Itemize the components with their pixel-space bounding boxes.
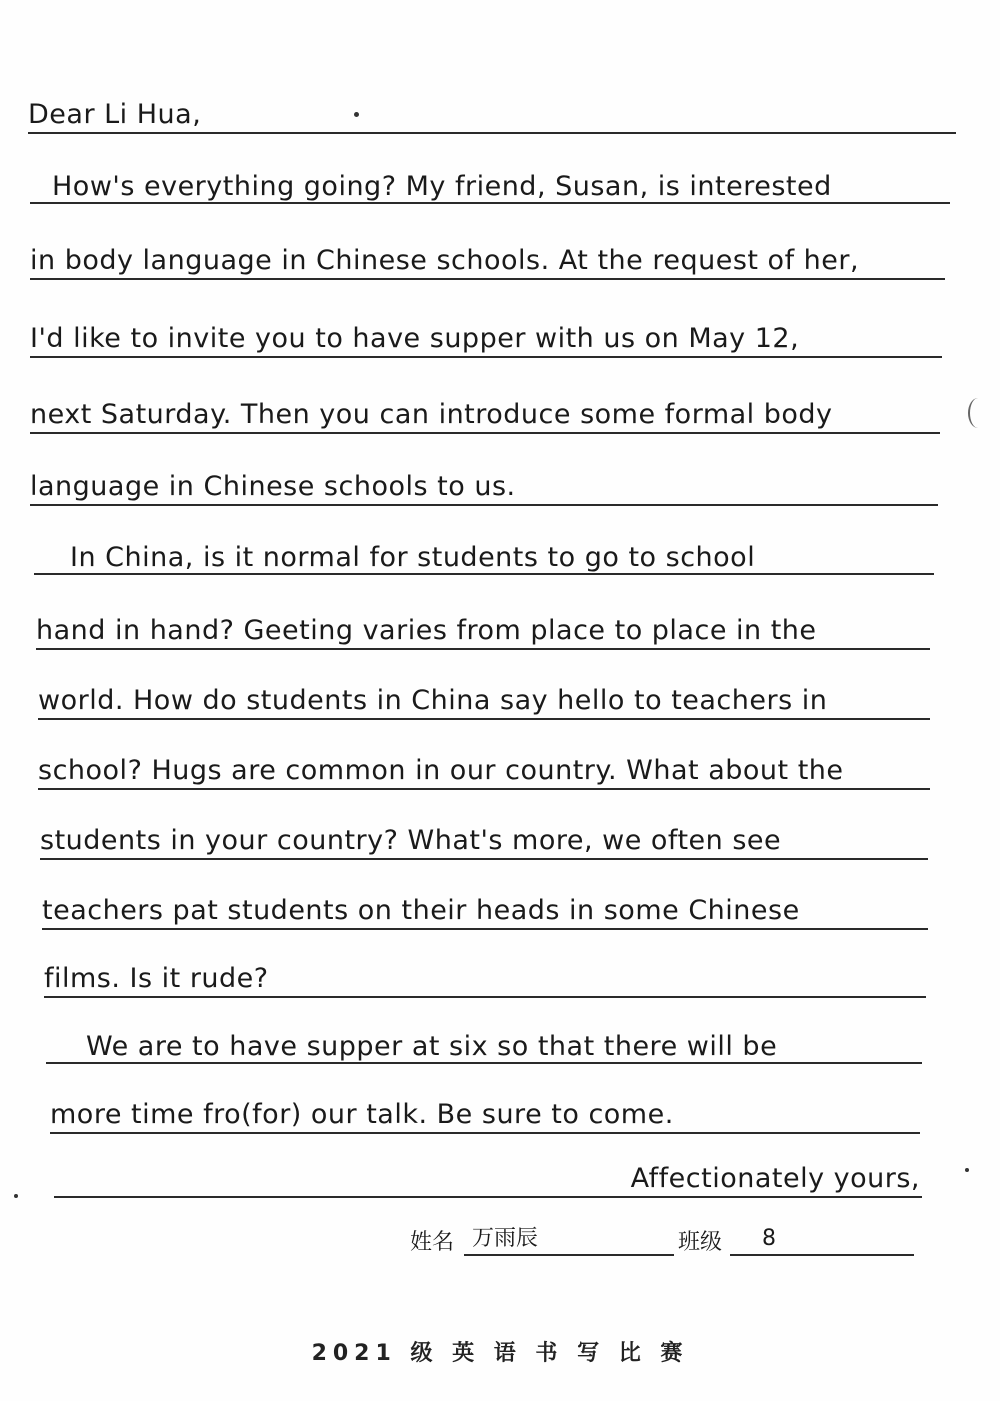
- ink-speck: [354, 112, 359, 117]
- letter-line-2: [30, 244, 945, 280]
- salutation-line: [28, 98, 956, 134]
- class-value: 8: [762, 1226, 776, 1251]
- letter-line-4: [30, 398, 940, 434]
- letter-text: I'd like to invite you to have supper with us on May 12,: [30, 323, 800, 354]
- letter-text: In China, is it normal for students to go to school: [70, 542, 756, 573]
- letter-text: school? Hugs are common in our country. What about the: [38, 755, 844, 786]
- letter-line-14: [50, 1098, 920, 1134]
- letter-line-8: [38, 684, 930, 720]
- letter-line-12: [44, 962, 926, 998]
- letter-line-10: [40, 824, 928, 860]
- student-info: [410, 1222, 920, 1262]
- ink-speck: [14, 1194, 18, 1198]
- letter-line-3: [30, 322, 942, 358]
- letter-text: more time fro(for) our talk. Be sure to come.: [50, 1099, 674, 1130]
- letter-line-6: [34, 541, 934, 575]
- letter-line-5: [30, 470, 938, 506]
- closing: Affectionately yours,: [630, 1163, 920, 1194]
- name-field: [464, 1224, 674, 1256]
- letter-line-13: [46, 1030, 922, 1064]
- letter-text: in body language in Chinese schools. At the request of her,: [30, 245, 860, 276]
- letter-line-7: [36, 614, 930, 650]
- closing-line: [54, 1162, 922, 1198]
- letter-text: teachers pat students on their heads in some Chinese: [42, 895, 800, 926]
- letter-line-11: [42, 894, 928, 930]
- letter-text: world. How do students in China say hello to teachers in: [38, 685, 828, 716]
- class-field: [730, 1224, 914, 1256]
- margin-mark: [968, 398, 988, 428]
- ink-speck: [965, 1168, 969, 1172]
- class-label: 班级: [678, 1230, 723, 1255]
- letter-line-1: [30, 170, 950, 204]
- name-value: 万雨辰: [472, 1226, 539, 1251]
- salutation: Dear Li Hua,: [28, 99, 202, 130]
- letter-text: How's everything going? My friend, Susan, is interested: [52, 171, 832, 202]
- letter-text: hand in hand? Geeting varies from place to place in the: [36, 615, 817, 646]
- letter-text: language in Chinese schools to us.: [30, 471, 516, 502]
- letter-text: next Saturday. Then you can introduce some formal body: [30, 399, 833, 430]
- contest-title: 2021 级 英 语 书 写 比 赛: [311, 1341, 689, 1366]
- letter-line-9: [38, 754, 930, 790]
- letter-text: students in your country? What's more, we often see: [40, 825, 782, 856]
- name-label: 姓名: [410, 1230, 455, 1255]
- letter-text: We are to have supper at six so that there will be: [86, 1031, 778, 1062]
- letter-text: films. Is it rude?: [44, 963, 269, 994]
